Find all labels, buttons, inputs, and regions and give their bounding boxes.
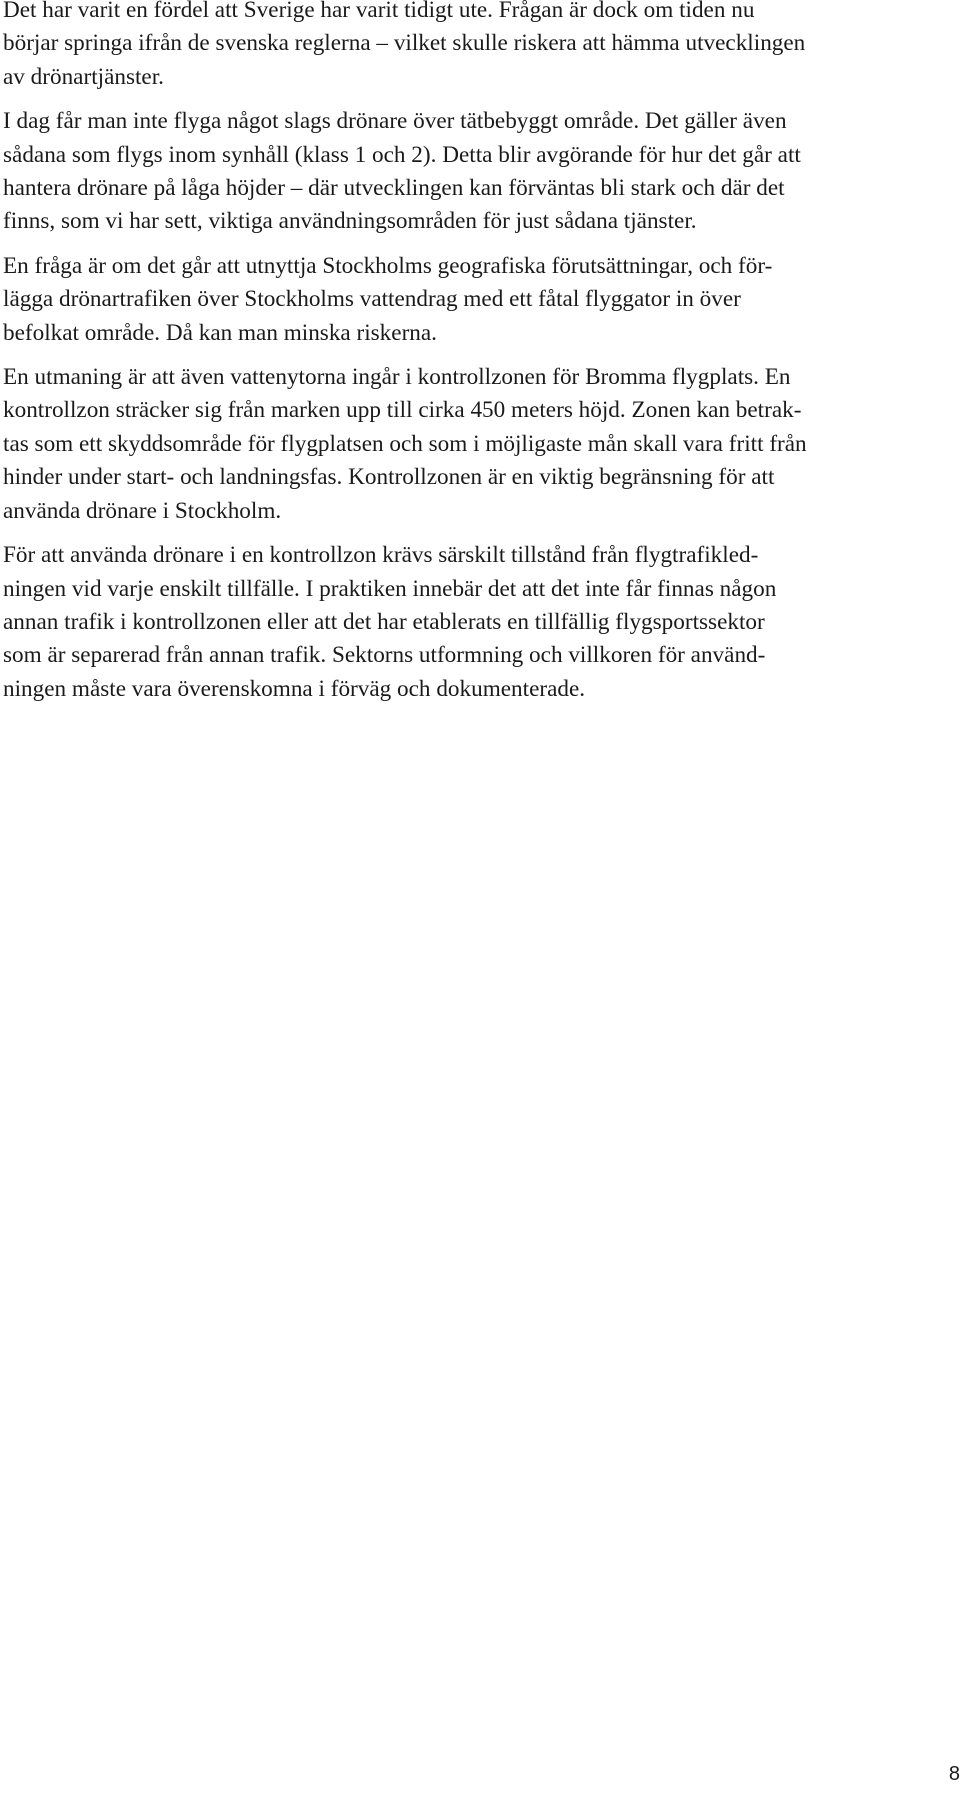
paragraph-5: För att använda drönare i en kontrollzon krävs särskilt tillstånd från flygtrafikled- ningen vid varje enskilt tillfälle. I praktiken innebär det att det inte får finnas någon annan trafik i kontrollzonen eller att det har etablerats en tillfällig flygsportssektor som är separerad från annan trafik. Sektorns utformning och villkoren för använd- ningen måste vara överenskomna i förväg och dokumenterade.: [3, 542, 777, 702]
page-number: 8: [948, 1763, 960, 1785]
paragraph-3: En fråga är om det går att utnyttja Stockholms geografiska förutsättningar, och för- lägga drönartrafiken över Stockholms vattendrag med ett fåtal flyggator in över befolkat område. Då kan man minska riskerna.: [3, 252, 773, 346]
paragraph-1: Det har varit en fördel att Sverige har varit tidigt ute. Frågan är dock om tiden nu börjar springa ifrån de svenska reglerna – vilket skulle riskera att hämma utvecklingen av drönartjänster.: [3, 0, 806, 90]
paragraph-2: I dag får man inte flyga något slags drönare över tätbebyggt område. Det gäller även sådana som flygs inom synhåll (klass 1 och 2). Detta blir avgörande för hur det går att hantera drönare på låga höjder – där utvecklingen kan förväntas bli stark och där det finns, som vi har sett, viktiga användningsområden för just sådana tjänster.: [3, 108, 801, 235]
paragraph-4: En utmaning är att även vattenytorna ingår i kontrollzonen för Bromma flygplats. En kontrollzon sträcker sig från marken upp till cirka 450 meters höjd. Zonen kan betrak- tas som ett skyddsområde för flygplatsen och som i möjligaste mån skall vara fritt från hinder under start- och landningsfas. Kontrollzonen är en viktig begränsning för att använda drönare i Stockholm.: [3, 364, 807, 524]
body-text: [3, 0, 948, 717]
